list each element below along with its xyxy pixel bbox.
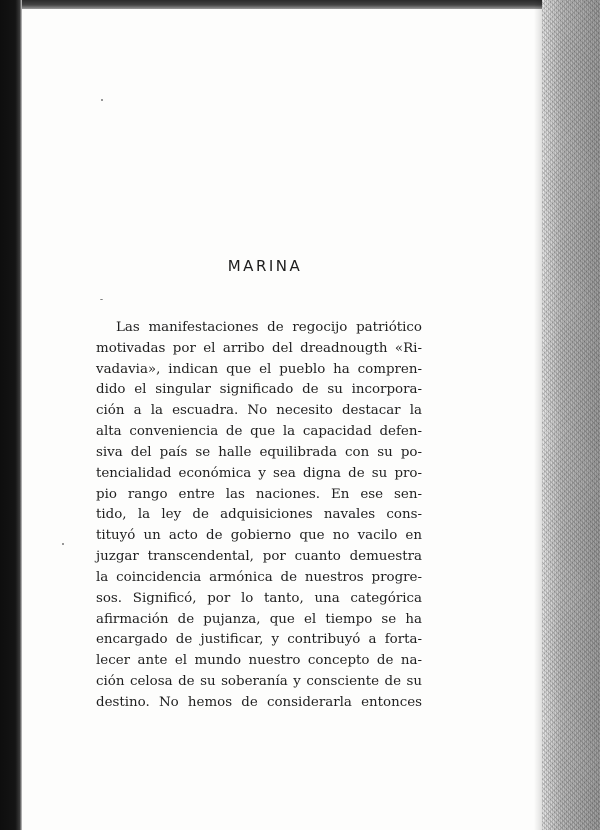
text-line: encargado de justificar, y contribuyó a forta- (96, 632, 422, 648)
dust-speck (101, 99, 103, 101)
text-line: ción celosa de su soberanía y consciente de su (96, 674, 422, 690)
text-line: juzgar transcendental, por cuanto demuestra (96, 549, 422, 565)
text-line: destino. No hemos de considerarla entonces (96, 694, 422, 710)
text-line: motivadas por el arribo del dreadnougth «Ri- (96, 340, 422, 356)
text-line: tituyó un acto de gobierno que no vacilo en (96, 528, 422, 544)
text-line: tido, la ley de adquisiciones navales cons- (96, 507, 422, 523)
text-line: dido el singular significado de su incorpora- (96, 382, 422, 398)
text-line: alta conveniencia de que la capacidad defen- (96, 424, 422, 440)
dust-speck (100, 299, 103, 300)
dust-speck (62, 543, 64, 545)
text-line: Las manifestaciones de regocijo patriótico (116, 320, 422, 335)
text-line: sos. Significó, por lo tanto, una categórica (96, 590, 422, 606)
text-line: lecer ante el mundo nuestro concepto de na- (96, 653, 422, 669)
text-line: afirmación de pujanza, que el tiempo se ha (96, 611, 422, 627)
scan-top-edge (0, 0, 600, 9)
body-paragraph (96, 318, 422, 714)
scan-left-edge (0, 0, 22, 830)
chapter-title: MARINA (227, 257, 303, 275)
page-gutter-shadow (534, 0, 542, 830)
text-line: vadavia», indican que el pueblo ha compren- (96, 361, 422, 377)
text-line: la coincidencia armónica de nuestros progre- (96, 569, 422, 585)
text-line: ción a la escuadra. No necesito destacar la (96, 403, 422, 419)
text-line: pio rango entre las naciones. En ese sen- (96, 486, 422, 502)
scan-right-edge (542, 0, 600, 830)
text-line: tencialidad económica y sea digna de su pro- (96, 465, 422, 481)
text-line: siva del país se halle equilibrada con su po- (96, 444, 422, 460)
